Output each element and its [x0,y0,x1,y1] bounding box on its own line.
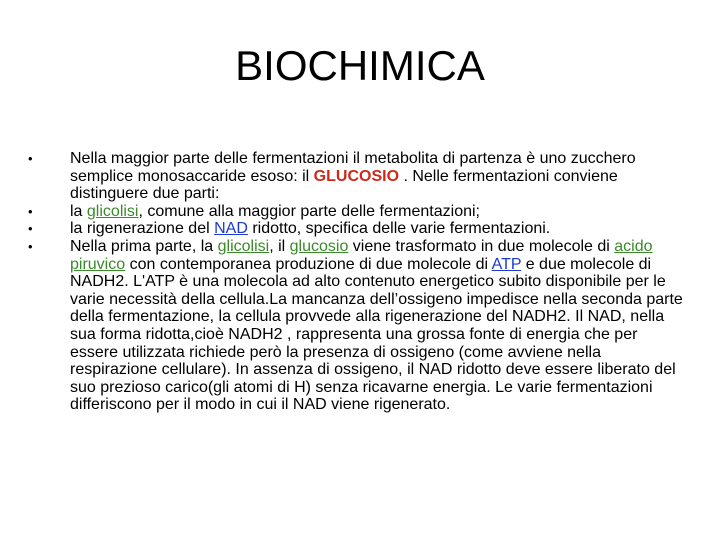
bullet-text: con contemporanea produzione di due molecole di [125,255,492,273]
bullet-text: Nella maggior parte delle fermentazioni il metabolita di partenza è uno zucchero semplice monosaccaride esoso: il [70,150,636,185]
link-glucosio[interactable]: glucosio [289,237,349,255]
link-atp[interactable]: ATP [491,255,522,273]
bullet-item [28,220,688,238]
link-glicolisi[interactable]: glicolisi [217,237,270,255]
keyword-glucosio: GLUCOSIO [313,167,400,185]
bullet-text: la rigenerazione del [70,220,215,238]
bullet-item [28,203,688,221]
bullet-text: la [70,202,87,220]
bullet-dot: • [28,238,33,254]
bullet-dot: • [28,203,33,219]
bullet-dot: • [28,221,33,237]
bullet-text: Nella prima parte, la [70,237,218,255]
bullet-text: ridotto, specifica delle varie fermentazioni. [247,220,551,238]
link-glicolisi[interactable]: glicolisi [86,202,139,220]
bullet-text: . Nelle fermentazioni conviene distinguere due parti: [70,167,618,203]
bullet-dot: • [28,151,33,166]
slide-title: BIOCHIMICA [235,42,485,89]
bullet-list [28,150,688,414]
bullet-text: e due molecole di NADH2. L'ATP è una molecola ad alto contenuto energetico subito disponibile per le varie necessità della cellula.La mancanza dell’ossigeno impedisce nella seconda parte della fermentazione, la cellula provvede alla rigenerazione del NADH2. Il NAD, nella sua forma ridotta,cioè NADH2 , rappresenta una grossa fonte di energia che per essere utilizzata richiede però la presenza di ossigeno (come avviene nella respirazione cellulare). In assenza di ossigeno, il NAD ridotto deve essere liberato del suo prezioso carico(gli atomi di H) senza ricavarne energia. Le varie fermentazioni differiscono per il modo in cui il NAD viene rigenerato. [70,255,683,414]
bullet-text: viene trasformato in due molecole di [348,237,615,255]
bullet-text: , comune alla maggior parte delle fermentazioni; [138,202,480,220]
bullet-item [28,150,688,203]
bullet-text: , il [269,237,290,255]
link-nad[interactable]: NAD [214,220,248,238]
bullet-item [28,238,688,414]
link-acido-piruvico[interactable]: acido piruvico [70,237,653,273]
